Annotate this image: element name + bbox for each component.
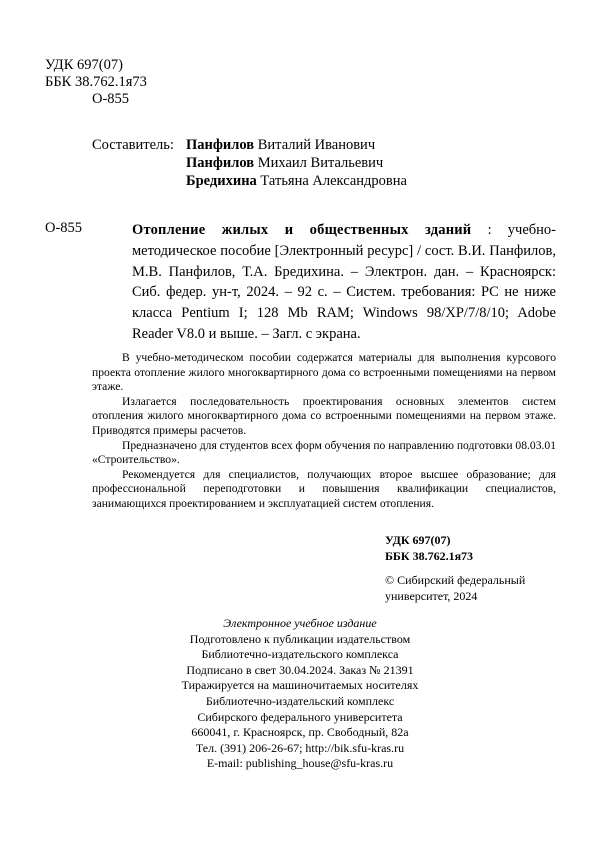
imprint-address: 660041, г. Красноярск, пр. Свободный, 82а	[191, 725, 409, 740]
udk-code: УДК 697(07)	[45, 57, 123, 73]
compiler-name-1	[186, 137, 375, 154]
compiler-given-name: Татьяна Александровна	[256, 173, 407, 189]
bibliographic-description: : учебно-методическое пособие [Электронный ресурс] / сост. В.И. Панфилов, М.В. Панфилов, Т.А. Бредихина. – Электрон. дан. – Красноярск: Сиб. федер. ун-т, 2024. – 92 с. – Систем. требования: PC не ниже класса Pentium I; 128 Mb RAM; Windows 98/XP/7/8/10; Adobe Reader V8.0 и выше. – Загл. с экрана.	[132, 222, 556, 342]
classification-codes	[385, 532, 473, 564]
imprint-line: Тиражируется на машиночитаемых носителях	[181, 678, 419, 693]
compiler-surname: Бредихина	[186, 173, 257, 189]
imprint-line: Подготовлено к публикации издательством	[189, 631, 411, 646]
compiler-given-name: Виталий Иванович	[254, 137, 376, 153]
compiler-label: Составитель:	[92, 137, 174, 153]
copyright-line: © Сибирский федеральный	[385, 573, 526, 587]
bbk-code: ББК 38.762.1я73	[45, 74, 147, 90]
edition-type: Электронное учебное издание	[223, 616, 377, 630]
bbk-code-bottom: ББК 38.762.1я73	[385, 549, 474, 563]
author-mark: О-855	[92, 91, 130, 107]
imprint-line: Подписано в свет 30.04.2024. Заказ № 21391	[186, 662, 414, 677]
imprint-line: Библиотечно-издательский комплекс	[205, 693, 395, 708]
compiler-surname: Панфилов	[186, 137, 255, 153]
udk-code-bottom: УДК 697(07)	[385, 533, 451, 547]
imprint-email-link[interactable]: E-mail: publishing_house@sfu-kras.ru	[206, 756, 394, 771]
abstract	[92, 351, 556, 512]
imprint-line: Сибирского федерального университета	[197, 709, 403, 724]
copyright-notice	[385, 572, 525, 604]
abstract-paragraph: Рекомендуется для специалистов, получающих второе высшее образование; для профессиональной переподготовки и повышения квалификации специалистов, занимающихся проектированием и эксплуатацией систем отопления.	[92, 467, 556, 510]
imprint-phone-link[interactable]: Тел. (391) 206-26-67; http://bik.sfu-kras.ru	[195, 740, 405, 755]
compiler-surname: Панфилов	[186, 155, 255, 171]
imprint	[150, 616, 450, 772]
abstract-paragraph: В учебно-методическом пособии содержатся материалы для выполнения курсового проекта отопление жилого многоквартирного дома со встроенными помещениями на первом этаже.	[92, 351, 556, 394]
imprint-line: Библиотечно-издательского комплекса	[201, 647, 399, 662]
bibliographic-code: О-855	[45, 220, 83, 236]
compiler-name-2	[186, 155, 383, 172]
book-title: Отопление жилых и общественных зданий	[132, 222, 472, 238]
compiler-given-name: Михаил Витальевич	[254, 155, 384, 171]
bibliographic-record	[132, 220, 556, 345]
compiler-name-3	[186, 173, 407, 190]
abstract-paragraph: Излагается последовательность проектирования основных элементов систем отопления жилого многоквартирного дома со встроенными помещениями на первом этаже. Приводятся примеры расчетов.	[92, 394, 556, 437]
copyright-line: университет, 2024	[385, 589, 478, 603]
abstract-paragraph: Предназначено для студентов всех форм обучения по направлению подготовки 08.03.01 «Строительство».	[92, 438, 556, 467]
